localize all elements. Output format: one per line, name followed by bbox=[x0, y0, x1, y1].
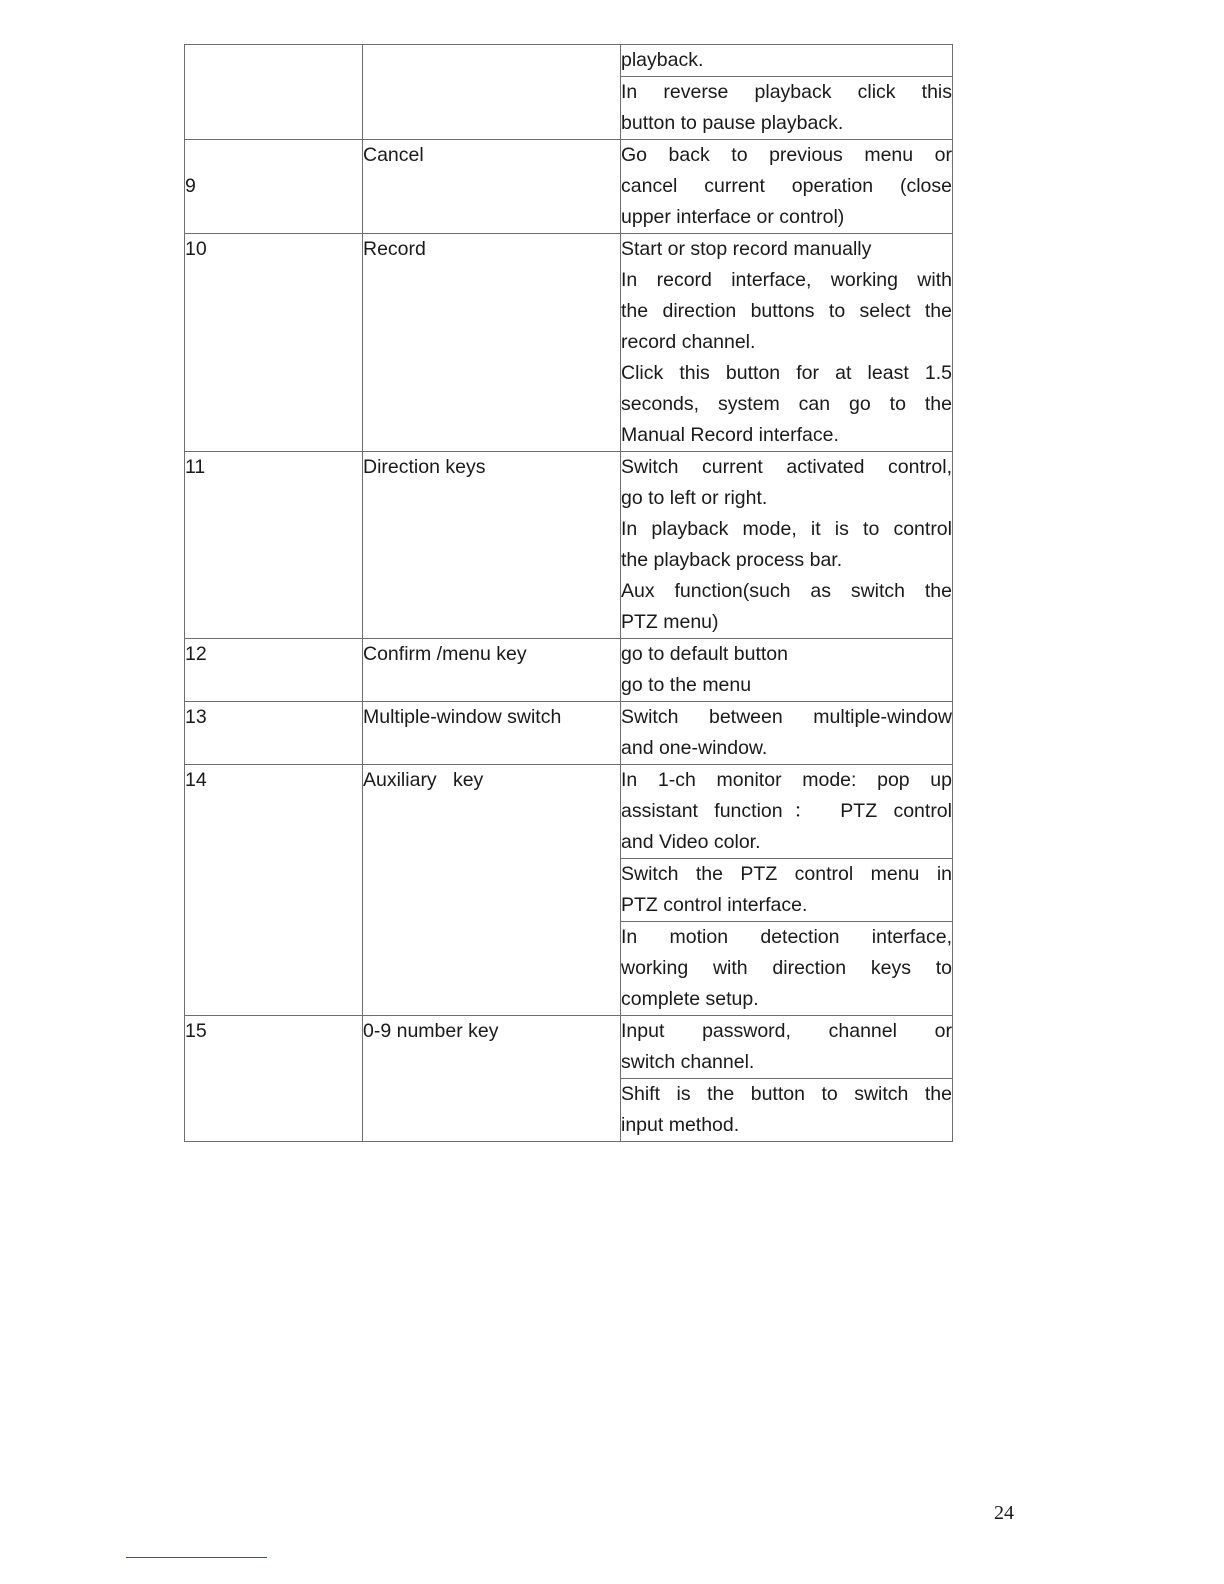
table-row bbox=[185, 639, 953, 702]
description-line: Switch between multiple-window bbox=[621, 706, 952, 728]
description-line: PTZ control interface. bbox=[621, 894, 808, 916]
description-line: the direction buttons to select the bbox=[621, 300, 952, 322]
table-row bbox=[185, 140, 953, 234]
description-cell bbox=[621, 765, 953, 859]
description-line: input method. bbox=[621, 1114, 740, 1136]
description-line: go to default button bbox=[621, 643, 788, 665]
description-line: Start or stop record manually bbox=[621, 238, 872, 260]
key-name-cell: Direction keys bbox=[363, 452, 621, 639]
description-line: Shift is the button to switch the bbox=[621, 1083, 952, 1105]
key-name-text: Auxiliary key bbox=[363, 769, 484, 791]
description-line: complete setup. bbox=[621, 988, 759, 1010]
description-line: button to pause playback. bbox=[621, 112, 844, 134]
description-line: PTZ menu) bbox=[621, 611, 719, 633]
table-row bbox=[185, 234, 953, 452]
description-cell bbox=[621, 45, 953, 77]
description-line: In playback mode, it is to control bbox=[621, 518, 952, 540]
description-line: Input password, channel or bbox=[621, 1020, 952, 1042]
key-number-cell: 12 bbox=[185, 639, 363, 702]
description-line: the playback process bar. bbox=[621, 549, 843, 571]
description-cell bbox=[621, 234, 953, 452]
description-line: and Video color. bbox=[621, 831, 761, 853]
description-line: record channel. bbox=[621, 331, 756, 353]
description-line: In 1-ch monitor mode: pop up bbox=[621, 769, 952, 791]
description-cell bbox=[621, 452, 953, 639]
description-line: upper interface or control) bbox=[621, 206, 845, 228]
table-row bbox=[185, 45, 953, 77]
key-name-cell bbox=[363, 765, 621, 1016]
description-line: go to left or right. bbox=[621, 487, 768, 509]
description-line: In motion detection interface, bbox=[621, 926, 952, 948]
key-name-cell: 0-9 number key bbox=[363, 1016, 621, 1142]
description-line: In record interface, working with bbox=[621, 269, 952, 291]
description-cell bbox=[621, 77, 953, 140]
description-line: assistant function： PTZ control bbox=[621, 800, 952, 822]
description-line: Manual Record interface. bbox=[621, 424, 839, 446]
table-row bbox=[185, 702, 953, 765]
description-cell bbox=[621, 1016, 953, 1079]
description-line: switch channel. bbox=[621, 1051, 755, 1073]
description-line: In reverse playback click this bbox=[621, 81, 952, 103]
key-number-cell bbox=[185, 45, 363, 140]
page-number: 24 bbox=[994, 1502, 1014, 1524]
table-row bbox=[185, 1016, 953, 1079]
description-cell bbox=[621, 140, 953, 234]
description-line: Go back to previous menu or bbox=[621, 144, 952, 166]
description-line: Aux function(such as switch the bbox=[621, 580, 952, 602]
table-row bbox=[185, 765, 953, 859]
key-name-cell: Confirm /menu key bbox=[363, 639, 621, 702]
description-line: working with direction keys to bbox=[621, 957, 952, 979]
description-line: go to the menu bbox=[621, 674, 752, 696]
description-cell bbox=[621, 639, 953, 702]
key-name-cell bbox=[363, 45, 621, 140]
description-cell bbox=[621, 859, 953, 922]
table-row bbox=[185, 452, 953, 639]
description-line: cancel current operation (close bbox=[621, 175, 952, 197]
key-name-cell: Record bbox=[363, 234, 621, 452]
key-number-cell: 10 bbox=[185, 234, 363, 452]
description-line: and one-window. bbox=[621, 737, 768, 759]
key-number-cell: 11 bbox=[185, 452, 363, 639]
footnote-separator-line bbox=[126, 1557, 267, 1558]
key-function-table bbox=[184, 44, 953, 1142]
description-cell bbox=[621, 702, 953, 765]
description-cell bbox=[621, 1079, 953, 1142]
description-line: playback. bbox=[621, 49, 704, 71]
key-number-cell: 15 bbox=[185, 1016, 363, 1142]
description-line: Switch the PTZ control menu in bbox=[621, 863, 952, 885]
key-name-cell: Multiple-window switch bbox=[363, 702, 621, 765]
key-number-cell: 14 bbox=[185, 765, 363, 1016]
description-line: seconds, system can go to the bbox=[621, 393, 952, 415]
description-cell bbox=[621, 922, 953, 1016]
key-number-cell: 9 bbox=[185, 140, 363, 234]
description-line: Switch current activated control, bbox=[621, 456, 952, 478]
key-number-cell: 13 bbox=[185, 702, 363, 765]
description-line: Click this button for at least 1.5 bbox=[621, 362, 952, 384]
key-name-cell: Cancel bbox=[363, 140, 621, 234]
